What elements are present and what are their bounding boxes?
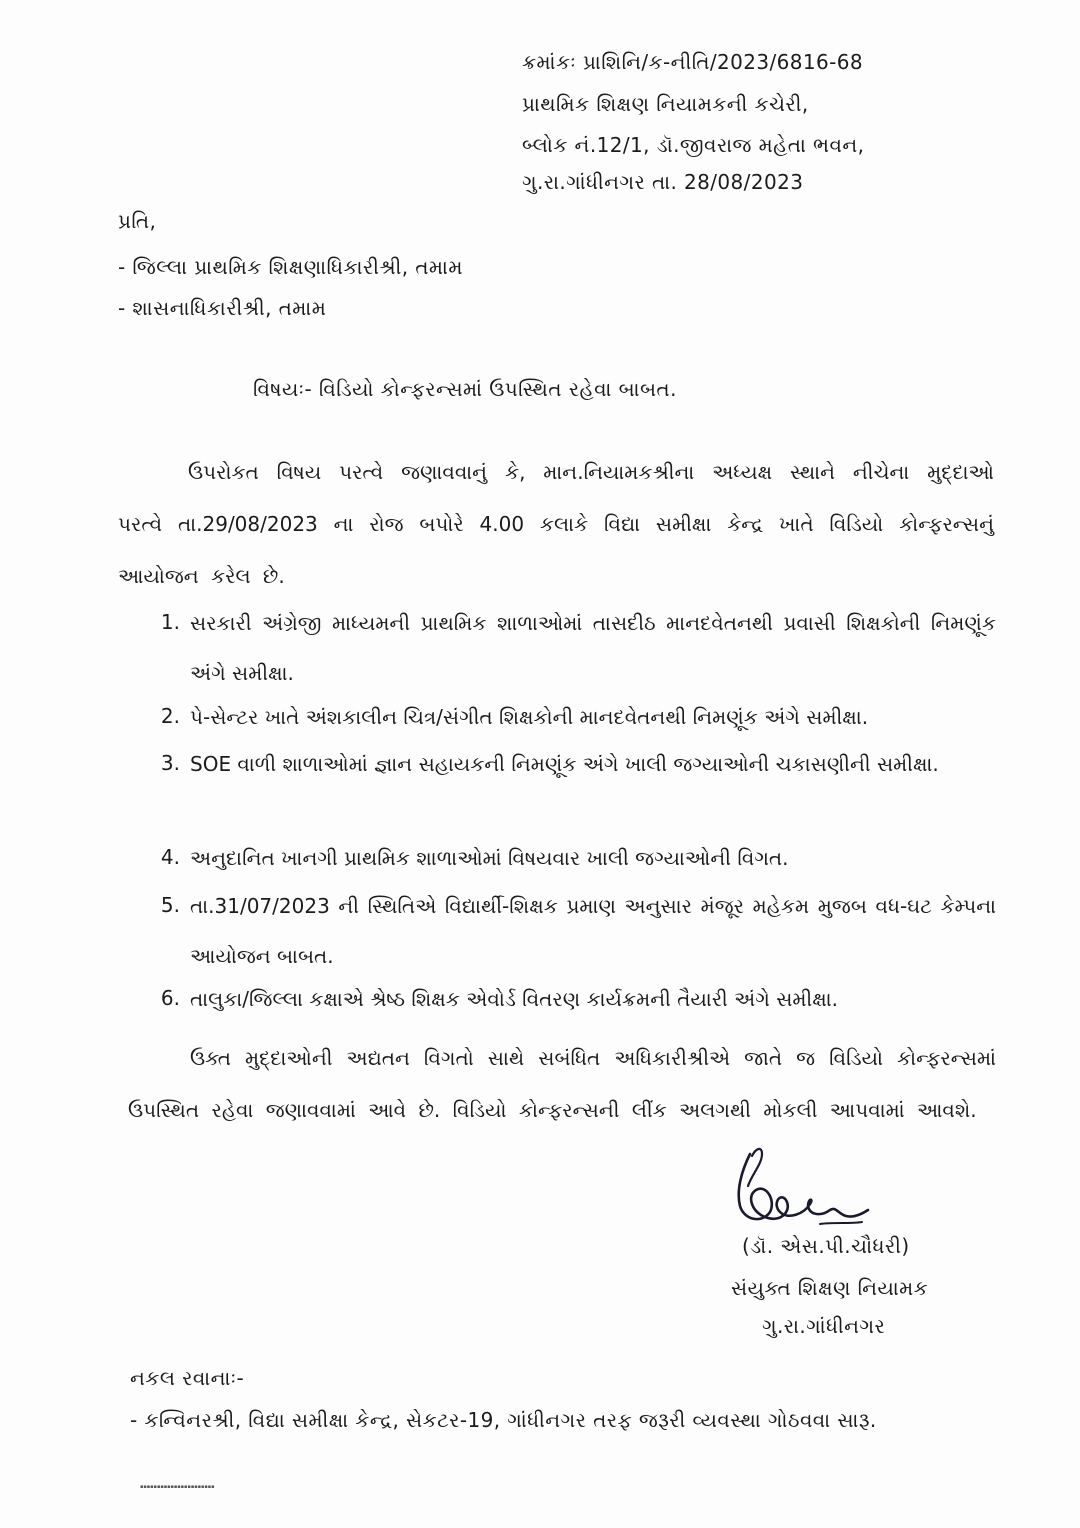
- point-number: 6.: [160, 986, 180, 1010]
- city-and-date: ગુ.રા.ગાંધીનગર તા. 28/08/2023: [522, 170, 804, 194]
- intro-paragraph: ઉપરોકત વિષય પરત્વે જણાવવાનું કે, માન.નિયામકશ્રીના અધ્યક્ષ સ્થાને નીચેના મુદ્દાઓ પરત્વે તા.29/08/2023 ના રોજ બપોરે 4.00 કલાકે વિદ્યા સમીક્ષા કેન્દ્ર ખાતે વિડિયો કોન્ફરન્સનું આયોજન કરેલ છે.: [118, 460, 994, 588]
- office-address: બ્લોક નં.12/1, ડૉ.જીવરાજ મહેતા ભવન,: [522, 133, 865, 157]
- point-text: સરકારી અંગ્રેજી માધ્યમની પ્રાથમિક શાળાઓમાં તાસદીઠ માનદવેતનથી પ્રવાસી શિક્ષકોની નિમણૂંક અંગે સમીક્ષા.: [190, 611, 996, 685]
- signatory-designation: સંયુક્ત શિક્ષણ નિયામક: [731, 1276, 929, 1300]
- recipient-item: - શાસનાધિકારીશ્રી, તમામ: [118, 296, 327, 320]
- point-number: 5.: [160, 893, 180, 917]
- subject-line: વિષયઃ- વિડિયો કોન્ફરન્સમાં ઉપસ્થિત રહેવા બાબત.: [253, 377, 677, 401]
- salutation: પ્રતિ,: [118, 209, 157, 233]
- point-text: અનુદાનિત ખાનગી પ્રાથમિક શાળાઓમાં વિષયવાર ખાલી જગ્યાઓની વિગત.: [190, 846, 789, 870]
- closing-paragraph: ઉક્ત મુદ્દાઓની અદ્યતન વિગતો સાથે સબંધિત અધિકારીશ્રીએ જાતે જ વિડિયો કોન્ફરન્સમાં ઉપસ્થિત રહેવા જણાવવામાં આવે છે. વિડિયો કોન્ફરન્સની લીંક અલગથી મોકલી આપવામાં આવશે.: [128, 1046, 996, 1122]
- copy-to-item: - કન્વિનરશ્રી, વિદ્યા સમીક્ષા કેન્દ્ર, સેકટર-19, ગાંધીનગર તરફ જરૂરી વ્યવસ્થા ગોઠવવા સારૂ.: [130, 1408, 877, 1432]
- point-number: 2.: [160, 704, 180, 728]
- signatory-place: ગુ.રા.ગાંધીનગર: [762, 1314, 886, 1338]
- point-number: 1.: [160, 610, 180, 634]
- point-text: પે-સેન્ટર ખાતે અંશકાલીન ચિત્ર/સંગીત શિક્ષકોની માનદવેતનથી નિમણૂંક અંગે સમીક્ષા.: [190, 705, 869, 729]
- copy-to-heading: નકલ રવાનાઃ-: [130, 1366, 245, 1390]
- point-text: તાલુકા/જિલ્લા કક્ષાએ શ્રેષ્ઠ શિક્ષક એવોર્ડ વિતરણ કાર્યક્રમની તૈયારી અંગે સમીક્ષા.: [190, 987, 839, 1011]
- point-text: તા.31/07/2023 ની સ્થિતિએ વિદ્યાર્થી-શિક્ષક પ્રમાણ અનુસાર મંજૂર મહેકમ મુજબ વધ-ઘટ કેમ્પના આયોજન બાબત.: [190, 894, 996, 968]
- file-path-footnote: ▪▪▪▪▪▪▪▪▪▪▪▪▪▪▪▪▪▪▪▪▪▪: [140, 1484, 215, 1490]
- point-number: 4.: [160, 845, 180, 869]
- office-name: પ્રાથમિક શિક્ષણ નિયામકની કચેરી,: [522, 92, 809, 116]
- point-number: 3.: [160, 751, 180, 775]
- point-text: SOE વાળી શાળાઓમાં જ્ઞાન સહાયકની નિમણૂંક અંગે ખાલી જગ્યાઓની ચકાસણીની સમીક્ષા.: [190, 752, 939, 776]
- signature-image: [722, 1140, 882, 1240]
- reference-number: ક્રમાંકઃ પ્રાશિનિ/ક-નીતિ/2023/6816-68: [522, 50, 864, 74]
- recipient-item: - જિલ્લા પ્રાથમિક શિક્ષણાધિકારીશ્રી, તમામ: [118, 255, 463, 279]
- signatory-name: (ડૉ. એસ.પી.ચૌધરી): [742, 1234, 910, 1258]
